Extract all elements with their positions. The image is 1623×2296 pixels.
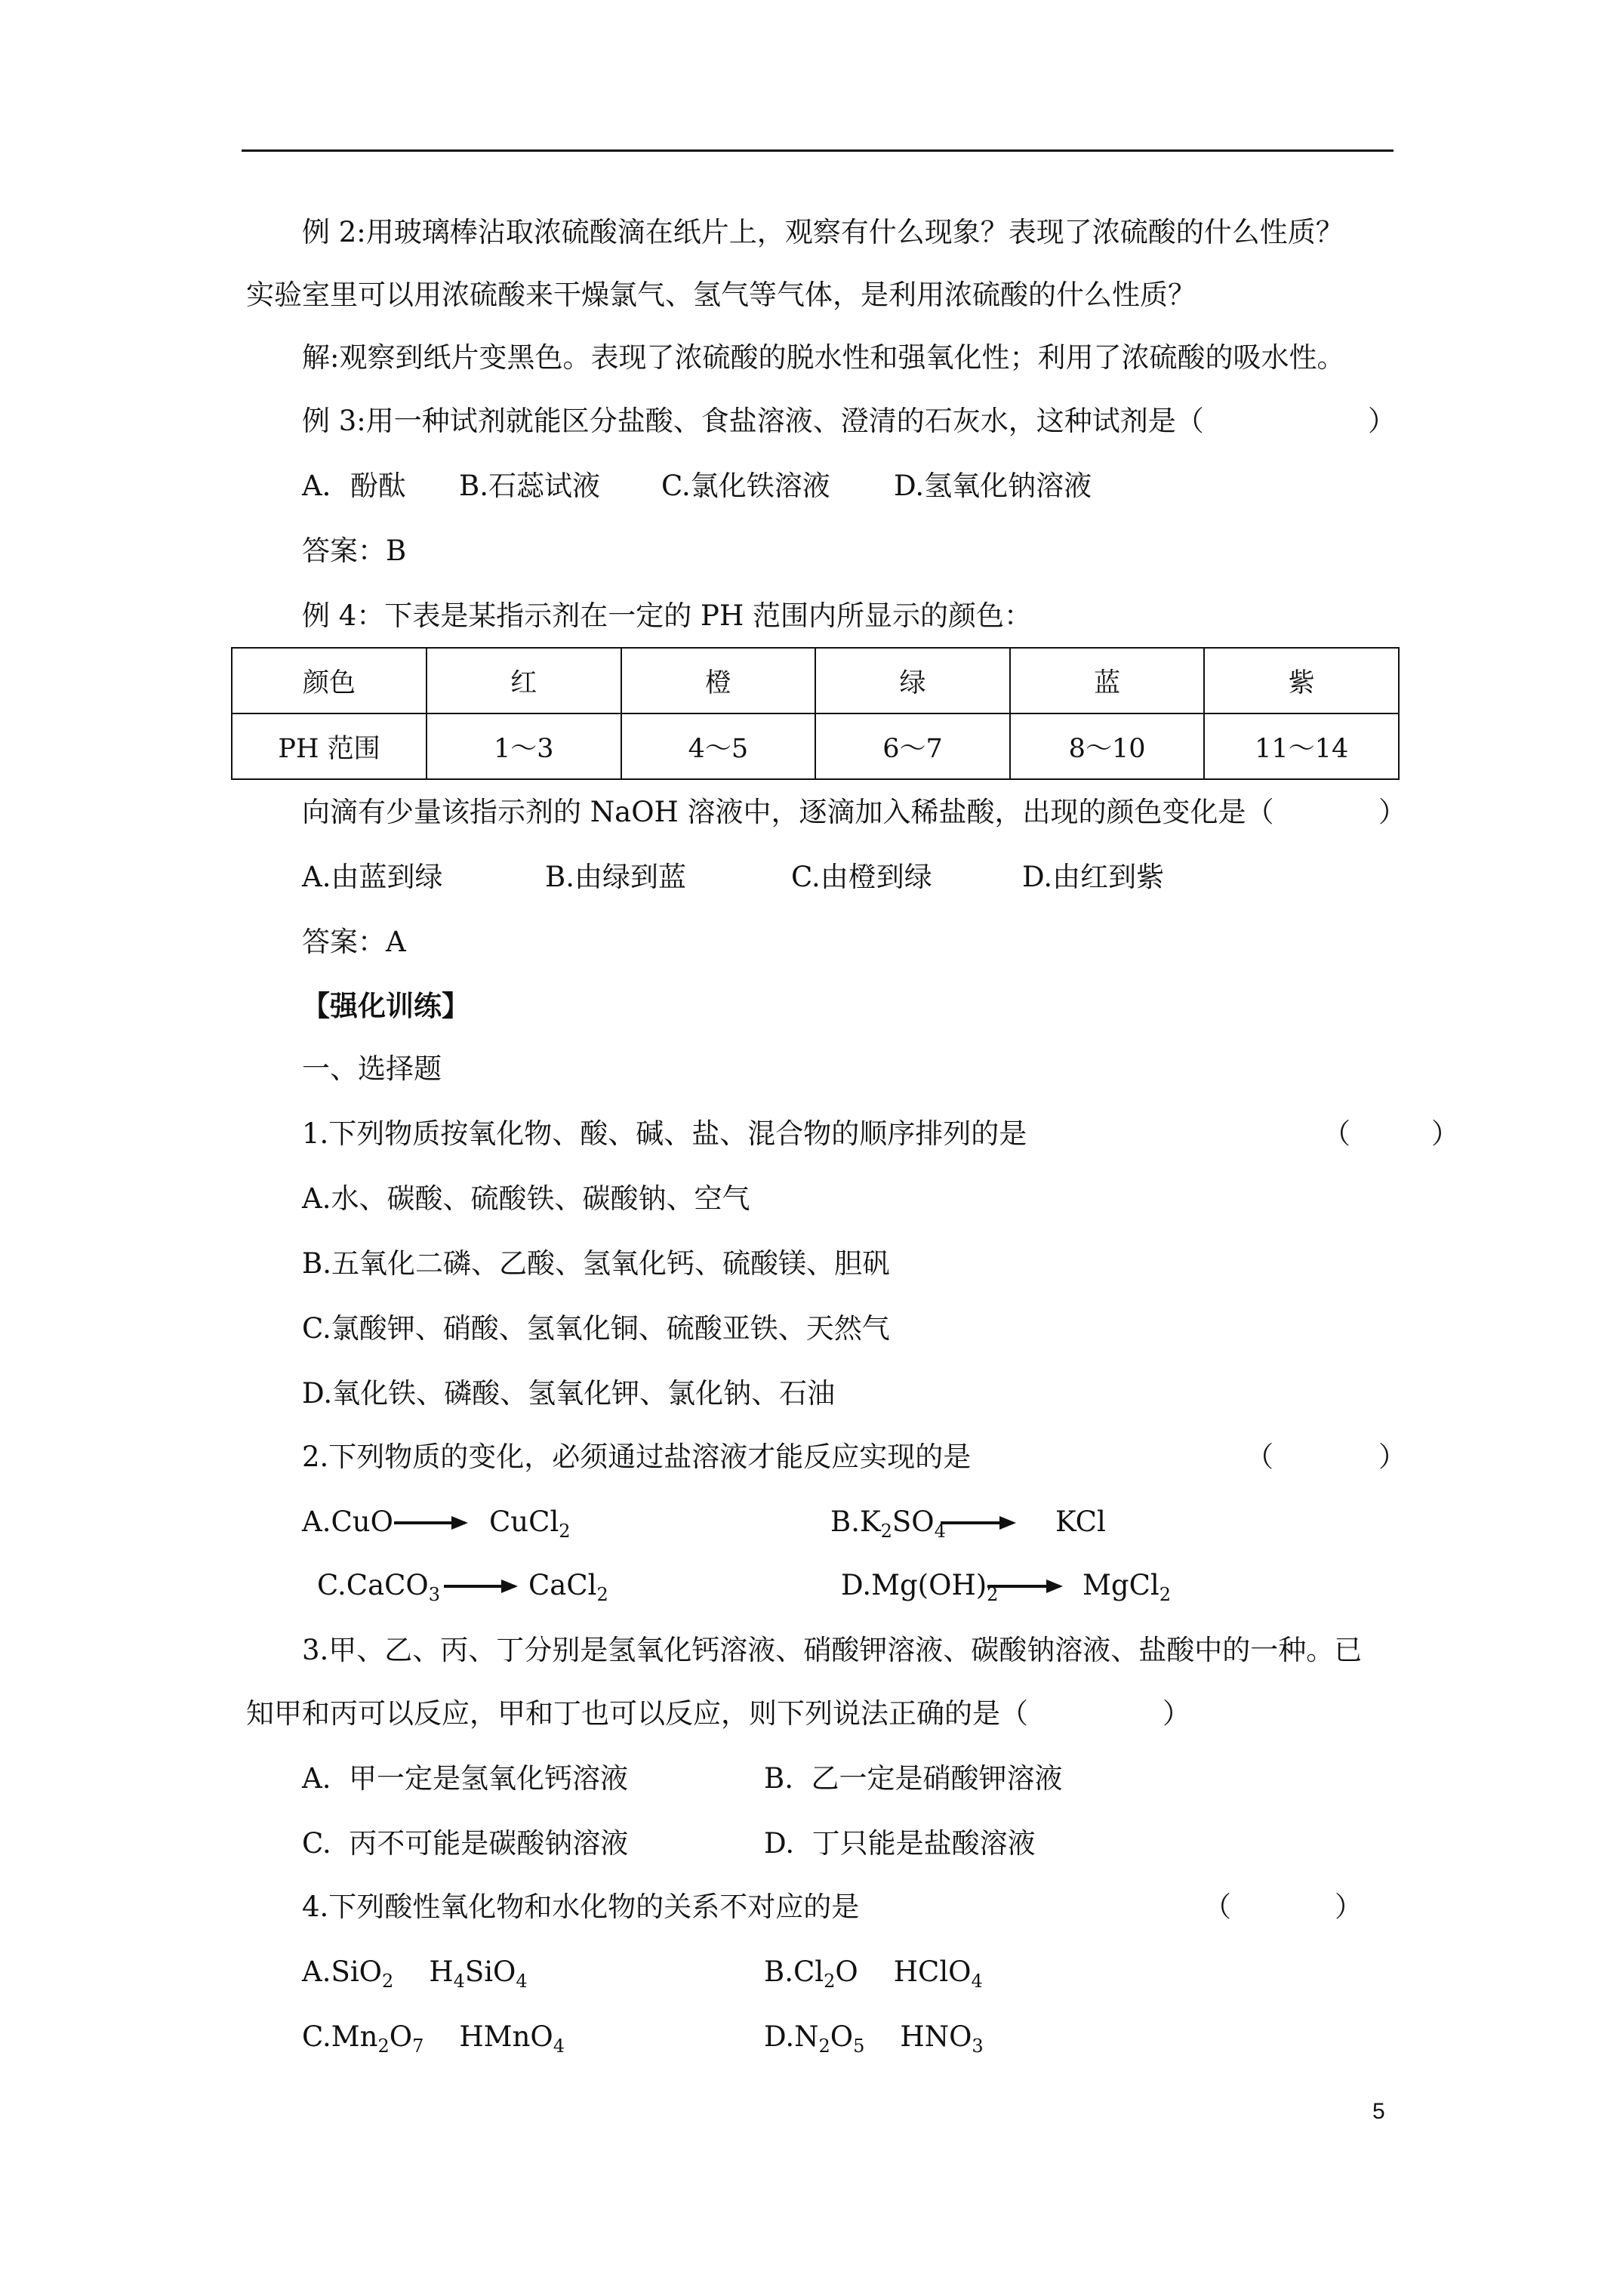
reaction-arrow-icon (941, 1521, 1013, 1524)
ex4-option-c: C.由橙到绿 (791, 861, 932, 893)
table-cell: 颜色 (232, 648, 427, 713)
product-formula: CuCl (489, 1505, 559, 1538)
q3-answer-paren: ） (1163, 1697, 1190, 1730)
table-row (232, 648, 1399, 713)
table-cell: 紫 (1204, 648, 1399, 713)
formula-part: D.Mg(OH) (841, 1569, 987, 1601)
q4-paren-open: （ (1203, 1891, 1231, 1923)
table-row (232, 713, 1399, 779)
q3-option-a: A. 甲一定是氢氧化钙溶液 (302, 1762, 629, 1795)
subscript: 4 (934, 1521, 946, 1542)
table-cell: 绿 (815, 648, 1010, 713)
table-cell: 6～7 (815, 713, 1010, 779)
ex2-question-line1: 例 2:用玻璃棒沾取浓硫酸滴在纸片上，观察有什么现象？表现了浓硫酸的什么性质？ (302, 216, 1344, 248)
q3-stem-line1: 3.甲、乙、丙、丁分别是氢氧化钙溶液、硝酸钾溶液、碳酸钠溶液、盐酸中的一种。已 (302, 1634, 1363, 1666)
page-number: 5 (1372, 2099, 1385, 2124)
q3-stem-line2: 知甲和丙可以反应，甲和丁也可以反应，则下列说法正确的是（ (246, 1697, 1028, 1730)
table-cell: 橙 (621, 648, 816, 713)
section-title: 一、选择题 (302, 1052, 442, 1085)
formula-part: SO (892, 1505, 935, 1538)
q4-paren-close: ） (1335, 1891, 1363, 1923)
reaction-arrow-icon (444, 1585, 515, 1588)
q4-option-a: A.SiO$_2$ $H_4SiO_4$ (302, 1955, 528, 1992)
ex4-option-a: A.由蓝到绿 (302, 861, 443, 893)
ex4-question: 例 4：下表是某指示剂在一定的 PH 范围内所显示的颜色： (302, 599, 1032, 632)
subscript: 2 (1159, 1584, 1171, 1605)
table-cell: PH 范围 (232, 713, 427, 779)
q2-a-reactant: A.CuO (302, 1505, 393, 1538)
q4-option-d: $D.N_2O_5$ $HNO_3$ (764, 2020, 984, 2057)
ex4-option-b: B.由绿到蓝 (545, 861, 686, 893)
q2-d-product (1083, 1566, 1171, 1605)
q1-option-d: D.氧化铁、磷酸、氢氧化钾、氯化钠、石油 (302, 1377, 836, 1410)
ex4-answer-paren: ） (1378, 796, 1406, 828)
subscript: 2 (880, 1521, 892, 1542)
q2-paren-open: （ (1246, 1441, 1273, 1473)
ex3-option-d: D.氢氧化钠溶液 (894, 470, 1092, 502)
formula-part: C.CaCO (317, 1569, 429, 1601)
reaction-arrow-icon (987, 1585, 1060, 1588)
q1-option-a: A.水、碳酸、硫酸铁、碳酸钠、空气 (302, 1182, 750, 1215)
formula-part: B.K (830, 1505, 881, 1538)
q4-stem: 4.下列酸性氧化物和水化物的关系不对应的是 (302, 1891, 860, 1923)
q1-stem: 1.下列物质按氧化物、酸、碱、盐、混合物的顺序排列的是 (302, 1117, 1027, 1150)
table-cell: 红 (427, 648, 621, 713)
subscript: 3 (428, 1584, 441, 1605)
q4-option-b: $B.Cl_2O$ HClO$_4$ (764, 1955, 983, 1992)
table-cell: 4～5 (621, 713, 816, 779)
table-cell: 11～14 (1204, 713, 1399, 779)
ex4-followup: 向滴有少量该指示剂的 NaOH 溶液中，逐滴加入稀盐酸，出现的颜色变化是（ (302, 796, 1274, 828)
ex3-option-c: C.氯化铁溶液 (661, 470, 830, 502)
q2-a-product (489, 1502, 571, 1542)
ex3-option-a: A．酚酞 (302, 470, 406, 502)
ex3-answer: 答案：B (302, 535, 407, 567)
q3-option-c: C. 丙不可能是碳酸钠溶液 (302, 1827, 629, 1860)
subscript: 2 (987, 1584, 999, 1605)
q2-c-product (528, 1566, 608, 1605)
q2-option-b (830, 1502, 946, 1542)
ex4-option-d: D.由红到紫 (1022, 861, 1165, 893)
q2-b-product: KCl (1055, 1505, 1106, 1538)
ex4-answer: 答案：A (302, 926, 406, 958)
q2-stem: 2.下列物质的变化，必须通过盐溶液才能反应实现的是 (302, 1441, 972, 1473)
ex2-answer: 解:观察到纸片变黑色。表现了浓硫酸的脱水性和强氧化性；利用了浓硫酸的吸水性。 (302, 341, 1345, 374)
q2-option-a (302, 1502, 393, 1542)
training-heading: 【强化训练】 (302, 989, 470, 1022)
ex3-option-b: B.石蕊试液 (459, 470, 600, 502)
q1-paren-open: （ (1323, 1117, 1350, 1150)
product-formula: MgCl (1083, 1569, 1160, 1601)
ex3-answer-paren: ） (1368, 405, 1396, 437)
q4-option-c: $C.Mn_2O_7$ HMnO$_4$ (302, 2020, 565, 2057)
ex2-question-line2: 实验室里可以用浓硫酸来干燥氯气、氢气等气体，是利用浓硫酸的什么性质？ (246, 279, 1196, 311)
table-cell: 8～10 (1010, 713, 1205, 779)
table-cell: 蓝 (1010, 648, 1205, 713)
q3-option-b: B. 乙一定是硝酸钾溶液 (764, 1762, 1063, 1795)
q1-paren-close: ） (1431, 1117, 1459, 1150)
q2-option-d (841, 1566, 998, 1605)
product-formula: CaCl (528, 1569, 597, 1601)
reaction-arrow-icon (394, 1521, 465, 1524)
q1-option-b: B.五氧化二磷、乙酸、氢氧化钙、硫酸镁、胆矾 (302, 1247, 890, 1280)
q2-option-c (317, 1566, 440, 1605)
subscript: 2 (596, 1584, 608, 1605)
ph-color-table (231, 647, 1400, 780)
header-rule (242, 149, 1394, 152)
subscript: 2 (559, 1521, 571, 1542)
q3-option-d: D. 丁只能是盐酸溶液 (764, 1827, 1036, 1860)
q2-paren-close: ） (1378, 1441, 1406, 1473)
table-cell: 1～3 (427, 713, 621, 779)
ex3-question: 例 3:用一种试剂就能区分盐酸、食盐溶液、澄清的石灰水，这种试剂是（ (302, 405, 1204, 437)
q1-option-c: C.氯酸钾、硝酸、氢氧化铜、硫酸亚铁、天然气 (302, 1312, 890, 1345)
